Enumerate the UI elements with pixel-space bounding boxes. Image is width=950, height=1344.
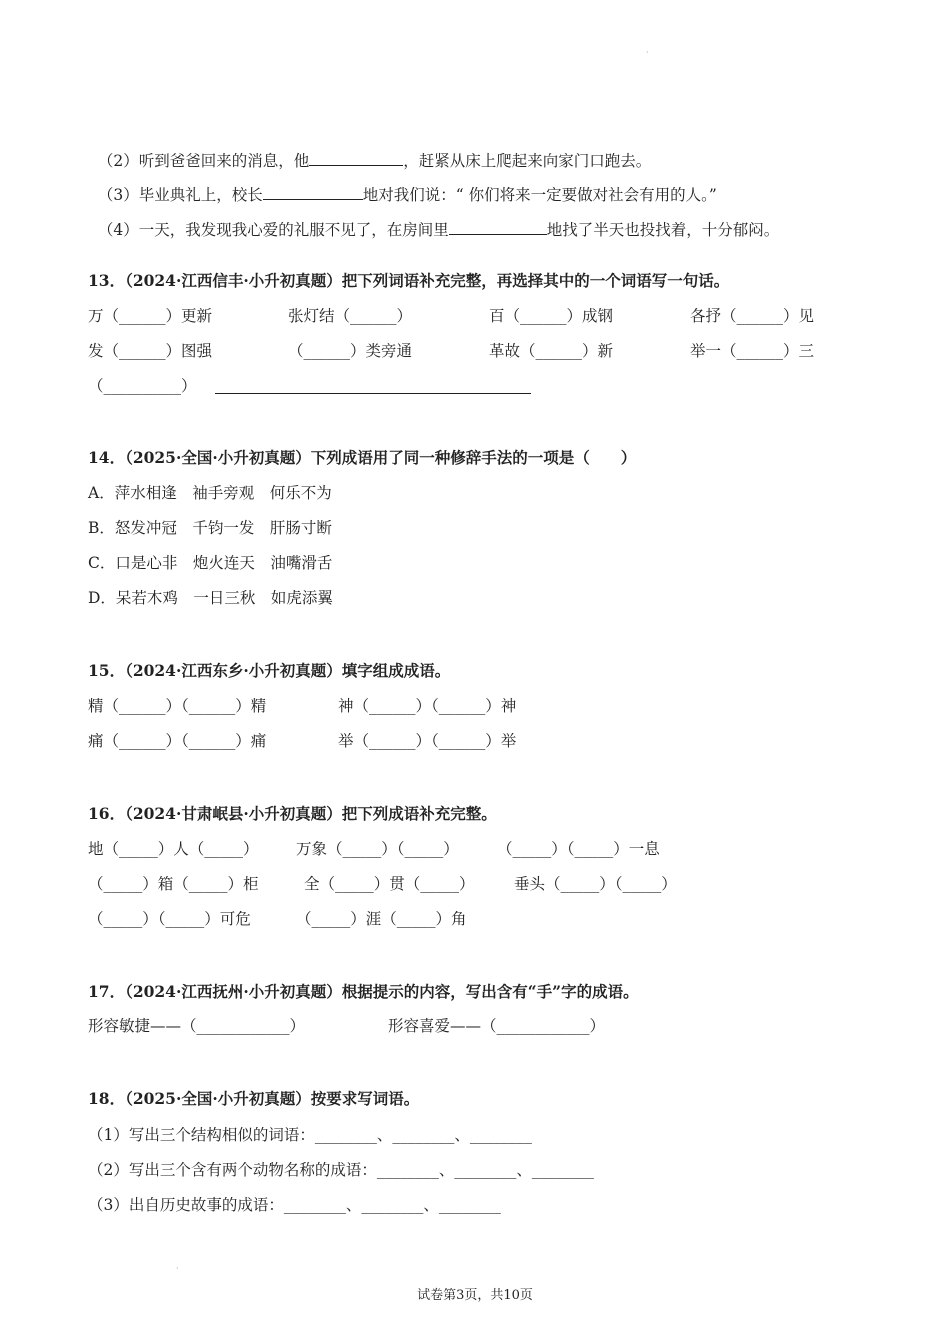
q14-header: 14．（2025·全国·小升初真题）下列成语用了同一种修辞手法的一项是（ ）	[88, 448, 637, 467]
q17-item-agile[interactable]: 形容敏捷——（____________）	[88, 1017, 306, 1035]
q16-r1c3[interactable]: （_____）（_____）一息	[497, 840, 660, 858]
q13-r2c1[interactable]: 发（______）图强	[88, 342, 213, 360]
q12-item4-post: 地找了半天也投找着，十分郁闷。	[546, 221, 780, 239]
q12-item4	[88, 197, 779, 241]
q16-r2c2[interactable]: 全（_____）贯（_____）	[304, 875, 475, 893]
q16-r1c1[interactable]: 地（_____）人（_____）	[88, 840, 259, 858]
q14-option-d[interactable]: D．呆若木鸡 一日三秋 如虎添翼	[88, 589, 333, 607]
q17-header: 17．（2024·江西抚州·小升初真题）根据提示的内容，写出含有“手”字的成语。	[88, 982, 639, 1001]
q13-r1c3[interactable]: 百（______）成钢	[489, 307, 614, 325]
q13-r2c3[interactable]: 革故（______）新	[489, 342, 614, 360]
q13-header: 13．（2024·江西信丰·小升初真题）把下列词语补充完整，再选择其中的一个词语写一句话。	[88, 271, 730, 290]
q15-r1c2[interactable]: 神（______）（______）神	[338, 697, 517, 715]
q12-item3-post: 地对我们说：“ 你们将来一定要做对社会有用的人。”	[362, 186, 717, 204]
q13-sentence-line[interactable]	[215, 378, 531, 394]
q12-item3-pre: （3）毕业典礼上，校长	[97, 186, 263, 204]
q16-r2c3[interactable]: 垂头（_____）（_____）	[514, 875, 677, 893]
q16-r3c2[interactable]: （_____）涯（_____）角	[296, 910, 467, 928]
q16-r3c1[interactable]: （_____）（_____）可危	[88, 910, 251, 928]
q13-r1c2[interactable]: 张灯结（______）	[288, 307, 413, 325]
q18-item3[interactable]: （3）出自历史故事的成语：________、________、________	[88, 1196, 501, 1214]
q15-r2c2[interactable]: 举（______）（______）举	[338, 732, 517, 750]
q18-header: 18．（2025·全国·小升初真题）按要求写词语。	[88, 1089, 420, 1108]
q14-option-b[interactable]: B．怒发冲冠 千钧一发 肝肠寸断	[88, 519, 332, 537]
q16-r2c1[interactable]: （_____）箱（_____）柜	[88, 875, 259, 893]
q14-option-c[interactable]: C．口是心非 炮火连天 油嘴滑舌	[88, 554, 333, 572]
q17-item-fond[interactable]: 形容喜爱——（____________）	[388, 1017, 606, 1035]
q15-r1c1[interactable]: 精（______）（______）精	[88, 697, 267, 715]
q13-r2c4[interactable]: 举一（______）三	[690, 342, 815, 360]
q16-header: 16．（2024·甘肃岷县·小升初真题）把下列成语补充完整。	[88, 804, 497, 823]
q13-r1c4[interactable]: 各抒（______）见	[690, 307, 815, 325]
q14-option-a[interactable]: A．萍水相逢 袖手旁观 何乐不为	[88, 484, 332, 502]
stray-dot: ·	[176, 1264, 179, 1273]
q12-item2-post: ，赶紧从床上爬起来向家门口跑去。	[403, 152, 652, 170]
q15-r2c1[interactable]: 痛（______）（______）痛	[88, 732, 267, 750]
q16-r1c2[interactable]: 万象（_____）（_____）	[296, 840, 459, 858]
q12-item4-pre: （4）一天，我发现我心爱的礼服不见了，在房间里	[97, 221, 449, 239]
q13-r1c1[interactable]: 万（______）更新	[88, 307, 213, 325]
stray-dot: ·	[646, 48, 649, 57]
q13-r2c2[interactable]: （______）类旁通	[288, 342, 413, 360]
q18-item2[interactable]: （2）写出三个含有两个动物名称的成语：________、________、________	[88, 1161, 594, 1179]
q15-header: 15．（2024·江西东乡·小升初真题）填字组成成语。	[88, 661, 451, 680]
q12-item2-pre: （2）听到爸爸回来的消息，他	[97, 152, 310, 170]
page-footer: 试卷第3页，共10页	[417, 1288, 533, 1303]
q18-item1[interactable]: （1）写出三个结构相似的词语：________、________、________	[88, 1126, 532, 1144]
answer-blank[interactable]	[449, 219, 547, 235]
q13-sentence-word[interactable]: （__________）	[88, 377, 197, 395]
